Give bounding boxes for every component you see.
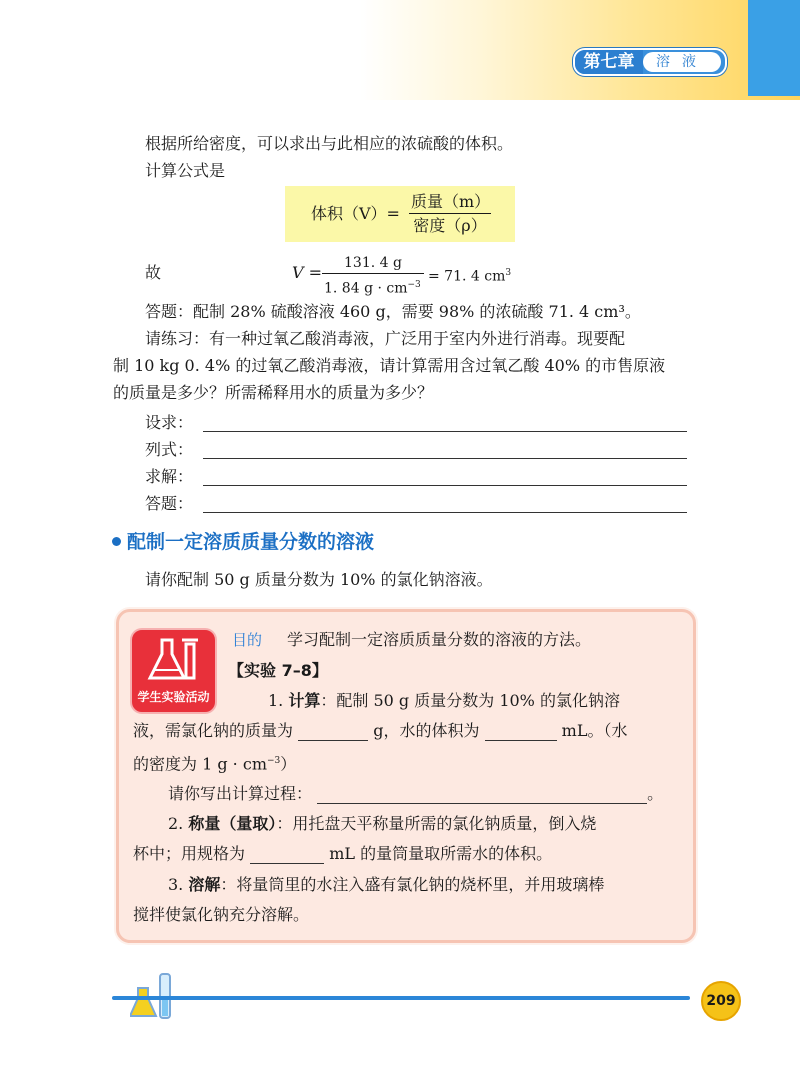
calc-denominator [324,275,421,299]
chapter-label: 第七章 [575,50,643,74]
footer-rule [112,996,690,1000]
step-2-line [133,844,552,864]
section-intro: 请你配制 50 g 质量分数为 10% 的氯化钠溶液。 [145,570,493,589]
section-heading: 配制一定溶质质量分数的溶液 [127,531,375,553]
step-1-line [268,691,620,711]
answer-blank[interactable] [203,512,687,513]
step-number: 2. [168,814,184,833]
step-3-line: 搅拌使氯化钠充分溶解。 [133,905,310,924]
fill-blank[interactable] [317,787,647,804]
formula-box [285,186,515,242]
chapter-tab [573,48,727,76]
fill-blank[interactable] [250,847,324,864]
calc-lhs: V = [292,263,323,282]
step-1-line [133,721,627,741]
step-exp: −3 [267,756,281,766]
step-text: ） [280,754,297,774]
flask-icon [144,636,204,686]
calc-denominator-exp: −3 [407,280,421,290]
blank-label: 设求： [145,413,194,432]
step-1-line [133,751,296,774]
paragraph: 计算公式是 [145,161,226,180]
step-title: 溶解 [188,875,221,894]
step-text: 杯中；用规格为 [133,844,246,863]
exercise-line: 制 10 kg 0. 4% 的过氧乙酸消毒液，请计算需用含过氧乙酸 40% 的市售原液 [113,356,666,375]
step-number: 1. [268,691,284,710]
step-text: 。 [647,784,664,803]
step-1-process [168,784,663,804]
answer-blank[interactable] [203,431,687,432]
calc-numerator: 131. 4 g [344,255,402,271]
exercise-line: 的质量是多少？所需稀释用水的质量为多少？ [113,383,434,402]
calc-denominator-base: 1. 84 g · cm [324,280,408,297]
step-text: ：配制 50 g 质量分数为 10% 的氯化钠溶 [320,691,620,710]
fill-blank[interactable] [298,724,368,741]
step-text: g，水的体积为 [373,721,480,740]
calc-result-base: = 71. 4 cm [428,268,506,285]
exercise-line: 请练习：有一种过氧乙酸消毒液，广泛用于室内外进行消毒。现要配 [145,329,626,348]
answer-blank[interactable] [203,485,687,486]
fraction-bar [322,273,424,274]
fraction-bar [409,213,491,214]
blank-label: 求解： [145,467,194,486]
formula-lhs: 体积（V）= [311,204,400,223]
page-number-badge [701,981,741,1021]
step-title: 称量（量取） [188,814,277,833]
blank-label: 答题： [145,494,194,513]
activity-badge [130,628,217,714]
calc-result-exp: 3 [505,268,512,278]
lab-glassware-icon [130,968,180,1022]
step-2-line [168,814,596,834]
step-text: 的密度为 1 g · cm [133,754,267,774]
experiment-title: 【实验 7–8】 [228,661,328,680]
badge-label: 学生实验活动 [137,690,210,704]
chapter-title: 溶液 [643,52,721,72]
step-text: ：用托盘天平称量所需的氯化钠质量，倒入烧 [276,814,597,833]
formula-numerator: 质量（m） [411,192,491,211]
answer-text: 答题：配制 28% 硫酸溶液 460 g，需要 98% 的浓硫酸 71. 4 cm³。 [145,302,641,321]
answer-blank[interactable] [203,458,687,459]
step-text: mL。（水 [561,721,628,740]
bullet-icon [112,537,121,546]
step-title: 计算 [288,691,321,710]
blank-label: 列式： [145,440,194,459]
formula-denominator: 密度（ρ） [413,216,487,235]
paragraph: 根据所给密度，可以求出与此相应的浓硫酸的体积。 [145,134,514,153]
page-number: 209 [706,993,736,1009]
calc-result [428,263,511,287]
step-number: 3. [168,875,184,894]
step-text: ：将量筒里的水注入盛有氯化钠的烧杯里，并用玻璃棒 [220,875,605,894]
step-text: 请你写出计算过程： [168,784,313,803]
step-text: 液，需氯化钠的质量为 [133,721,294,740]
step-3-line [168,875,604,895]
calc-fraction [320,253,426,297]
aim-label: 目的 [232,631,263,649]
calc-label: 故 [145,263,162,282]
fill-blank[interactable] [485,724,557,741]
header-stripe [748,0,800,96]
step-text: mL 的量筒量取所需水的体积。 [329,844,553,863]
aim-text: 学习配制一定溶质质量分数的溶液的方法。 [287,630,592,649]
